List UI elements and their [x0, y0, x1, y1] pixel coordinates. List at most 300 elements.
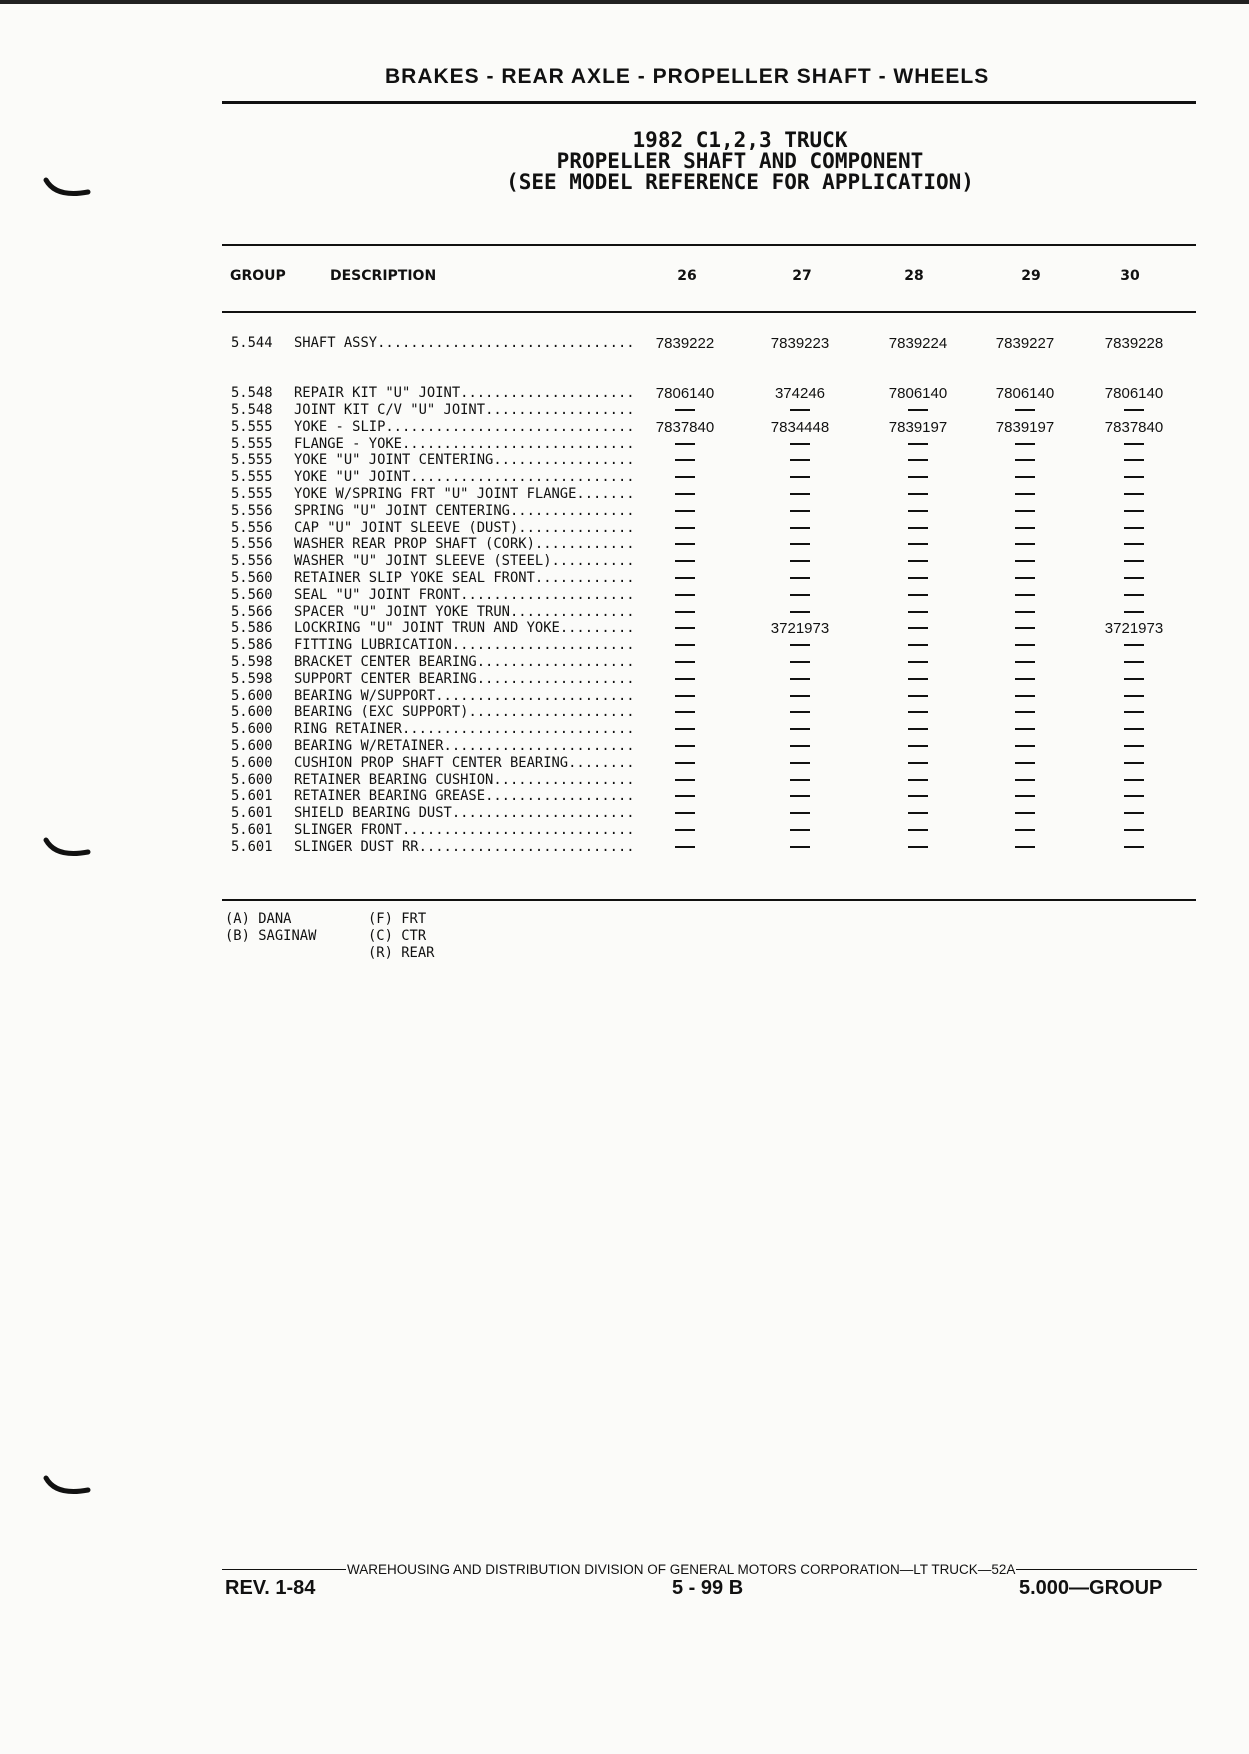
row-description-text: SLINGER DUST RR [294, 838, 419, 855]
not-applicable-dash [675, 711, 695, 713]
not-applicable-dash [1124, 409, 1144, 411]
col-header-description: DESCRIPTION [330, 268, 437, 284]
not-applicable-dash [790, 711, 810, 713]
not-applicable-dash [1124, 812, 1144, 814]
not-applicable-dash [675, 745, 695, 747]
not-applicable-dash [1124, 711, 1144, 713]
row-value-col-27: 7834448 [770, 418, 830, 436]
row-value-col-30 [1084, 503, 1184, 520]
row-value-col-28: 7806140 [888, 385, 948, 402]
not-applicable-dash [675, 510, 695, 512]
row-value-col-30 [1084, 469, 1184, 486]
row-value-col-27: 7839223 [770, 335, 830, 352]
row-value-col-28 [868, 587, 968, 604]
row-value-col-27 [750, 688, 850, 705]
row-description-text: SUPPORT CENTER BEARING [294, 670, 477, 687]
not-applicable-dash [1015, 745, 1035, 747]
row-value-col-27 [750, 654, 850, 671]
row-description [294, 435, 635, 453]
not-applicable-dash [790, 493, 810, 495]
row-value-col-30 [1084, 604, 1184, 621]
not-applicable-dash [790, 459, 810, 461]
row-value-col-29 [975, 721, 1075, 738]
row-value-col-29 [975, 503, 1075, 520]
not-applicable-dash [675, 611, 695, 613]
not-applicable-dash [675, 644, 695, 646]
row-value-col-26 [635, 536, 735, 553]
not-applicable-dash [1015, 560, 1035, 562]
not-applicable-dash [675, 795, 695, 797]
row-group-number: 5.600 [231, 704, 273, 721]
row-description-text: RETAINER SLIP YOKE SEAL FRONT [294, 570, 535, 586]
not-applicable-dash [675, 762, 695, 764]
not-applicable-dash [1015, 493, 1035, 495]
row-description-text: CAP "U" JOINT SLEEVE (DUST) [294, 519, 519, 536]
row-value-col-28 [868, 536, 968, 553]
row-value-col-29 [975, 604, 1075, 621]
row-value-col-27 [750, 755, 850, 772]
row-value-col-26 [635, 721, 735, 738]
dot-leader: .................. [485, 402, 635, 418]
row-group-number: 5.600 [231, 738, 273, 754]
row-description-text: SPACER "U" JOINT YOKE TRUN [294, 603, 510, 620]
not-applicable-dash [908, 779, 928, 781]
not-applicable-dash [790, 409, 810, 411]
not-applicable-dash [790, 577, 810, 579]
table-row [0, 704, 1249, 721]
row-value-col-29 [975, 788, 1075, 805]
row-description [294, 704, 635, 721]
row-value-col-29 [975, 738, 1075, 755]
row-value-col-30 [1084, 805, 1184, 822]
row-value-col-30 [1084, 688, 1184, 705]
row-value-col-28 [868, 604, 968, 621]
not-applicable-dash [790, 594, 810, 596]
dot-leader: ..................... [460, 586, 635, 603]
row-value-col-28 [868, 704, 968, 721]
row-value-col-27 [750, 604, 850, 621]
row-value-col-28 [868, 721, 968, 738]
row-value-col-29 [975, 587, 1075, 604]
row-description [294, 385, 635, 402]
row-description-text: RETAINER BEARING GREASE [294, 788, 486, 805]
row-value-col-28 [868, 822, 968, 839]
row-value-col-27 [750, 402, 850, 419]
row-value-col-26 [635, 469, 735, 486]
not-applicable-dash [908, 510, 928, 512]
table-row [0, 738, 1249, 755]
row-group-number: 5.601 [231, 788, 273, 805]
not-applicable-dash [1124, 543, 1144, 545]
dot-leader: ............... [509, 603, 635, 620]
not-applicable-dash [675, 627, 695, 629]
dot-leader: ................... [476, 654, 635, 670]
row-value-col-30 [1084, 520, 1184, 537]
not-applicable-dash [790, 846, 810, 848]
dot-leader: ................... [476, 670, 635, 687]
row-description [294, 335, 635, 352]
table-row [0, 536, 1249, 553]
table-row [0, 436, 1249, 453]
row-value-col-26 [635, 486, 735, 503]
footer-rule-right [1016, 1569, 1197, 1570]
not-applicable-dash [908, 695, 928, 697]
not-applicable-dash [1015, 762, 1035, 764]
not-applicable-dash [908, 543, 928, 545]
binder-hole-mark-3 [44, 1476, 90, 1498]
not-applicable-dash [1015, 443, 1035, 445]
row-value-col-29 [975, 486, 1075, 503]
not-applicable-dash [1124, 577, 1144, 579]
row-value-col-26 [635, 688, 735, 705]
header-rule [222, 101, 1196, 104]
row-value-col-26 [635, 520, 735, 537]
not-applicable-dash [1015, 829, 1035, 831]
row-value-col-27 [750, 570, 850, 587]
legend-item-rear: (R) REAR [368, 945, 435, 961]
row-description [294, 754, 635, 772]
row-value-col-30 [1084, 755, 1184, 772]
dot-leader: ........................ [435, 687, 635, 704]
row-value-col-29 [975, 822, 1075, 839]
row-description [294, 838, 635, 856]
not-applicable-dash [1015, 510, 1035, 512]
row-group-number: 5.601 [231, 822, 273, 838]
row-value-col-27: 3721973 [770, 620, 830, 638]
row-group-number: 5.548 [231, 402, 273, 418]
row-group-number: 5.555 [231, 452, 273, 469]
not-applicable-dash [675, 812, 695, 814]
row-value-col-26 [635, 620, 735, 637]
not-applicable-dash [1124, 779, 1144, 781]
row-value-col-27 [750, 788, 850, 805]
row-value-col-28 [868, 520, 968, 537]
table-row [0, 788, 1249, 805]
not-applicable-dash [675, 695, 695, 697]
not-applicable-dash [908, 577, 928, 579]
row-description-text: CUSHION PROP SHAFT CENTER BEARING [294, 754, 569, 771]
not-applicable-dash [1015, 695, 1035, 697]
row-value-col-28 [868, 503, 968, 520]
row-value-col-27 [750, 805, 850, 822]
not-applicable-dash [675, 409, 695, 411]
dot-leader: ........................... [410, 469, 635, 486]
not-applicable-dash [908, 812, 928, 814]
row-group-number: 5.600 [231, 721, 273, 738]
row-description [294, 486, 635, 503]
row-description-text: SPRING "U" JOINT CENTERING [294, 502, 510, 519]
row-value-col-27 [750, 486, 850, 503]
row-value-col-28 [868, 772, 968, 789]
row-group-number: 5.560 [231, 570, 273, 586]
dot-leader: ........ [568, 754, 635, 771]
not-applicable-dash [1015, 678, 1035, 680]
dot-leader: ............ [534, 570, 635, 586]
row-value-col-29 [975, 772, 1075, 789]
row-value-col-30 [1084, 822, 1184, 839]
table-row [0, 402, 1249, 419]
dot-leader: ............................ [401, 435, 635, 452]
row-value-col-27 [750, 721, 850, 738]
row-value-col-27 [750, 822, 850, 839]
row-value-col-26 [635, 755, 735, 772]
row-description-text: FITTING LUBRICATION [294, 637, 452, 654]
row-value-col-26 [635, 553, 735, 570]
title-line-1: 1982 C1,2,3 TRUCK [632, 128, 848, 152]
row-value-col-28 [868, 805, 968, 822]
row-value-col-27: 374246 [774, 385, 826, 402]
row-value-col-26 [635, 738, 735, 755]
not-applicable-dash [1124, 594, 1144, 596]
not-applicable-dash [1015, 795, 1035, 797]
not-applicable-dash [908, 527, 928, 529]
not-applicable-dash [1124, 745, 1144, 747]
not-applicable-dash [1124, 728, 1144, 730]
row-value-col-28 [868, 671, 968, 688]
row-group-number: 5.601 [231, 805, 273, 822]
dot-leader: ............................ [401, 721, 635, 738]
not-applicable-dash [1015, 812, 1035, 814]
dot-leader: ......... [559, 620, 635, 637]
not-applicable-dash [908, 762, 928, 764]
not-applicable-dash [908, 611, 928, 613]
not-applicable-dash [675, 779, 695, 781]
not-applicable-dash [1015, 627, 1035, 629]
row-value-col-29 [975, 570, 1075, 587]
not-applicable-dash [675, 459, 695, 461]
table-row [0, 520, 1249, 537]
row-description [294, 805, 635, 822]
table-row [0, 671, 1249, 688]
row-value-col-26 [635, 604, 735, 621]
footer-rule-left [222, 1569, 346, 1570]
legend-right [368, 911, 434, 962]
row-value-col-26 [635, 839, 735, 856]
not-applicable-dash [675, 543, 695, 545]
dot-leader: .............. [518, 519, 635, 536]
row-group-number: 5.555 [231, 469, 273, 486]
row-value-col-28 [868, 402, 968, 419]
legend-item-dana: (A) DANA [225, 911, 292, 927]
not-applicable-dash [1124, 527, 1144, 529]
not-applicable-dash [1015, 459, 1035, 461]
row-value-col-27 [750, 469, 850, 486]
not-applicable-dash [1015, 577, 1035, 579]
not-applicable-dash [675, 493, 695, 495]
row-description-text: YOKE "U" JOINT [294, 469, 411, 486]
header-bottom-rule [222, 311, 1196, 313]
row-value-col-26 [635, 671, 735, 688]
table-row [0, 503, 1249, 520]
row-value-col-26 [635, 788, 735, 805]
row-value-col-28 [868, 486, 968, 503]
row-description [294, 603, 635, 621]
table-row [0, 419, 1249, 436]
not-applicable-dash [908, 493, 928, 495]
row-group-number: 5.586 [231, 637, 273, 654]
not-applicable-dash [1124, 829, 1144, 831]
row-value-col-26 [635, 772, 735, 789]
not-applicable-dash [1015, 644, 1035, 646]
row-value-col-29 [975, 553, 1075, 570]
row-value-col-28 [868, 570, 968, 587]
row-description-text: RING RETAINER [294, 721, 402, 738]
row-description-text: SHIELD BEARING DUST [294, 805, 452, 822]
dot-leader: ............................ [401, 822, 635, 838]
col-header-group: GROUP [230, 268, 286, 284]
not-applicable-dash [790, 644, 810, 646]
row-value-col-26 [635, 402, 735, 419]
footer-division-line [222, 1561, 1197, 1578]
row-value-col-29: 7839227 [995, 335, 1055, 352]
not-applicable-dash [675, 577, 695, 579]
not-applicable-dash [790, 510, 810, 512]
not-applicable-dash [1124, 611, 1144, 613]
row-value-col-26 [635, 654, 735, 671]
not-applicable-dash [1015, 594, 1035, 596]
table-top-rule [222, 244, 1196, 246]
not-applicable-dash [675, 443, 695, 445]
row-group-number: 5.598 [231, 670, 273, 687]
row-value-col-26 [635, 452, 735, 469]
not-applicable-dash [790, 678, 810, 680]
not-applicable-dash [790, 476, 810, 478]
row-group-number: 5.556 [231, 553, 273, 570]
not-applicable-dash [790, 527, 810, 529]
not-applicable-dash [790, 661, 810, 663]
legend-left [225, 911, 316, 945]
row-value-col-30 [1084, 772, 1184, 789]
row-description [294, 519, 635, 537]
table-row [0, 385, 1249, 402]
dot-leader: .................. [485, 788, 635, 805]
dot-leader: ...................... [451, 805, 635, 822]
row-description-text: WASHER REAR PROP SHAFT (CORK) [294, 536, 535, 553]
table-row [0, 721, 1249, 738]
table-row [0, 772, 1249, 789]
dot-leader: ............ [534, 536, 635, 553]
footer-division-text: WAREHOUSING AND DISTRIBUTION DIVISION OF GENERAL MOTORS CORPORATION—LT TRUCK—52A [347, 1562, 1016, 1577]
row-description-text: RETAINER BEARING CUSHION [294, 771, 494, 788]
dot-leader: .......... [551, 553, 635, 570]
row-description [294, 553, 635, 570]
row-value-col-29: 7806140 [995, 385, 1055, 402]
row-description [294, 670, 635, 688]
row-value-col-30 [1084, 637, 1184, 654]
table-row [0, 620, 1249, 637]
row-value-col-29 [975, 469, 1075, 486]
row-value-col-27 [750, 436, 850, 453]
not-applicable-dash [908, 795, 928, 797]
row-value-col-26: 7839222 [655, 335, 715, 352]
row-description-text: BRACKET CENTER BEARING [294, 654, 477, 670]
row-value-col-26 [635, 587, 735, 604]
row-value-col-26 [635, 704, 735, 721]
col-header-30: 30 [1120, 268, 1140, 284]
not-applicable-dash [1124, 846, 1144, 848]
not-applicable-dash [675, 661, 695, 663]
table-row [0, 805, 1249, 822]
not-applicable-dash [790, 695, 810, 697]
not-applicable-dash [1124, 795, 1144, 797]
not-applicable-dash [675, 846, 695, 848]
title-line-2: PROPELLER SHAFT AND COMPONENT [556, 149, 924, 173]
table-row [0, 839, 1249, 856]
row-description-text: YOKE "U" JOINT CENTERING [294, 452, 494, 469]
not-applicable-dash [908, 678, 928, 680]
table-row [0, 469, 1249, 486]
row-value-col-29 [975, 520, 1075, 537]
not-applicable-dash [1015, 846, 1035, 848]
row-value-col-27 [750, 503, 850, 520]
not-applicable-dash [1124, 560, 1144, 562]
row-description [294, 570, 635, 587]
dot-leader: .......................... [418, 838, 635, 855]
row-value-col-29: 7839197 [995, 418, 1055, 436]
dot-leader: ....................... [443, 738, 635, 754]
not-applicable-dash [1015, 661, 1035, 663]
row-group-number: 5.586 [231, 620, 273, 637]
not-applicable-dash [908, 745, 928, 747]
table-row [0, 755, 1249, 772]
not-applicable-dash [790, 795, 810, 797]
row-value-col-29 [975, 536, 1075, 553]
table-row [0, 452, 1249, 469]
binder-hole-mark-1 [44, 178, 90, 200]
not-applicable-dash [790, 829, 810, 831]
row-description [294, 418, 635, 436]
row-description-text: SLINGER FRONT [294, 822, 402, 838]
row-value-col-29 [975, 620, 1075, 637]
not-applicable-dash [790, 812, 810, 814]
row-group-number: 5.556 [231, 502, 273, 519]
dot-leader: ................. [493, 771, 635, 788]
row-value-col-27 [750, 704, 850, 721]
row-value-col-30: 3721973 [1104, 620, 1164, 638]
row-value-col-29 [975, 704, 1075, 721]
row-group-number: 5.555 [231, 486, 273, 502]
not-applicable-dash [908, 443, 928, 445]
not-applicable-dash [790, 762, 810, 764]
row-value-col-27 [750, 452, 850, 469]
not-applicable-dash [675, 476, 695, 478]
row-value-col-30: 7806140 [1104, 385, 1164, 402]
col-header-27: 27 [792, 268, 812, 284]
row-value-col-28: 7839197 [888, 418, 948, 436]
row-value-col-30 [1084, 839, 1184, 856]
row-group-number: 5.544 [231, 335, 273, 351]
table-row [0, 486, 1249, 503]
not-applicable-dash [908, 846, 928, 848]
not-applicable-dash [1124, 443, 1144, 445]
dot-leader: ................. [493, 452, 635, 469]
table-row [0, 604, 1249, 621]
row-description [294, 654, 635, 671]
row-value-col-28 [868, 436, 968, 453]
row-description [294, 536, 635, 553]
not-applicable-dash [1124, 510, 1144, 512]
row-group-number: 5.555 [231, 418, 273, 435]
not-applicable-dash [675, 728, 695, 730]
row-group-number: 5.556 [231, 536, 273, 553]
row-description-text: LOCKRING "U" JOINT TRUN AND YOKE [294, 620, 560, 637]
footer-rev: REV. 1-84 [225, 1577, 316, 1599]
not-applicable-dash [1124, 459, 1144, 461]
row-value-col-28 [868, 469, 968, 486]
row-value-col-28 [868, 788, 968, 805]
row-description [294, 721, 635, 738]
not-applicable-dash [1124, 695, 1144, 697]
